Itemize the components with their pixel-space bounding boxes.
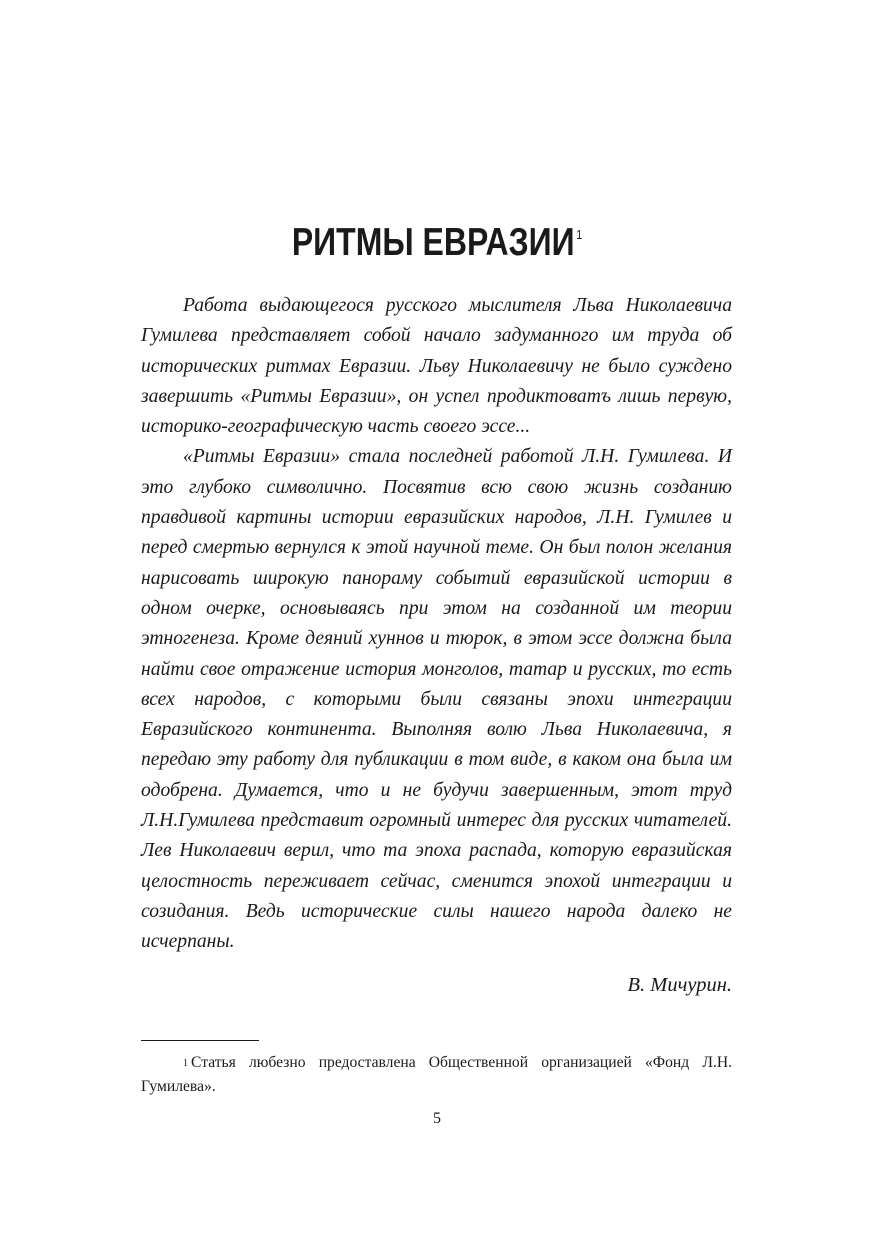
- footnote-text: Статья любезно предоставлена Общественной организацией «Фонд Л.Н. Гумилева».: [141, 1054, 732, 1095]
- page-number: 5: [433, 1110, 441, 1127]
- footnote-mark: 1: [183, 1058, 188, 1069]
- footnote: [141, 1051, 732, 1099]
- paragraph-2: «Ритмы Евразии» стала последней работой Л.Н. Гумилева. И это глубоко символично. Посвятив всю свою жизнь созданию правдивой картины истории евразийских народов, Л.Н. Гумилев и перед смертью вернулся к этой научной теме. Он был полон желания нарисовать широкую панораму событий евразийской истории в одном очерке, основываясь при этом на созданной им теории этногенеза. Кроме деяний хуннов и тюрок, в этом эссе должна была найти свое отражение история монголов, татар и русских, то есть всех народов, с которыми были связаны эпохи интеграции Евразийского континента. Выполняя волю Льва Николаевича, я передаю эту работу для публикации в том виде, в каком она была им одобрена. Думается, что и не будучи завершенным, этот труд Л.Н.Гумилева представит огромный интерес для русских читателей. Лев Николаевич верил, что та эпоха распада, которую евразийская целостность переживает сейчас, сменится эпохой интеграции и созидания. Ведь исторические силы нашего народа далеко не исчерпаны.: [141, 446, 732, 953]
- footnote-divider: [141, 1040, 259, 1041]
- author-signature: В. Мичурин.: [627, 973, 732, 996]
- preface-text: [141, 291, 732, 1000]
- title-footnote-mark: 1: [576, 227, 583, 243]
- paragraph-1: Работа выдающегося русского мыслителя Льва Николаевича Гумилева представляет собой начало задуманного им труда об исторических ритмах Евразии. Льву Николаевичу не было суждено завершить «Ритмы Евразии», он успел продиктоватъ лишь первую, историко-географическую часть своего эссе...: [141, 295, 732, 438]
- chapter-title: [79, 221, 796, 265]
- chapter-title-text: РИТМЫ ЕВРАЗИИ: [291, 221, 575, 265]
